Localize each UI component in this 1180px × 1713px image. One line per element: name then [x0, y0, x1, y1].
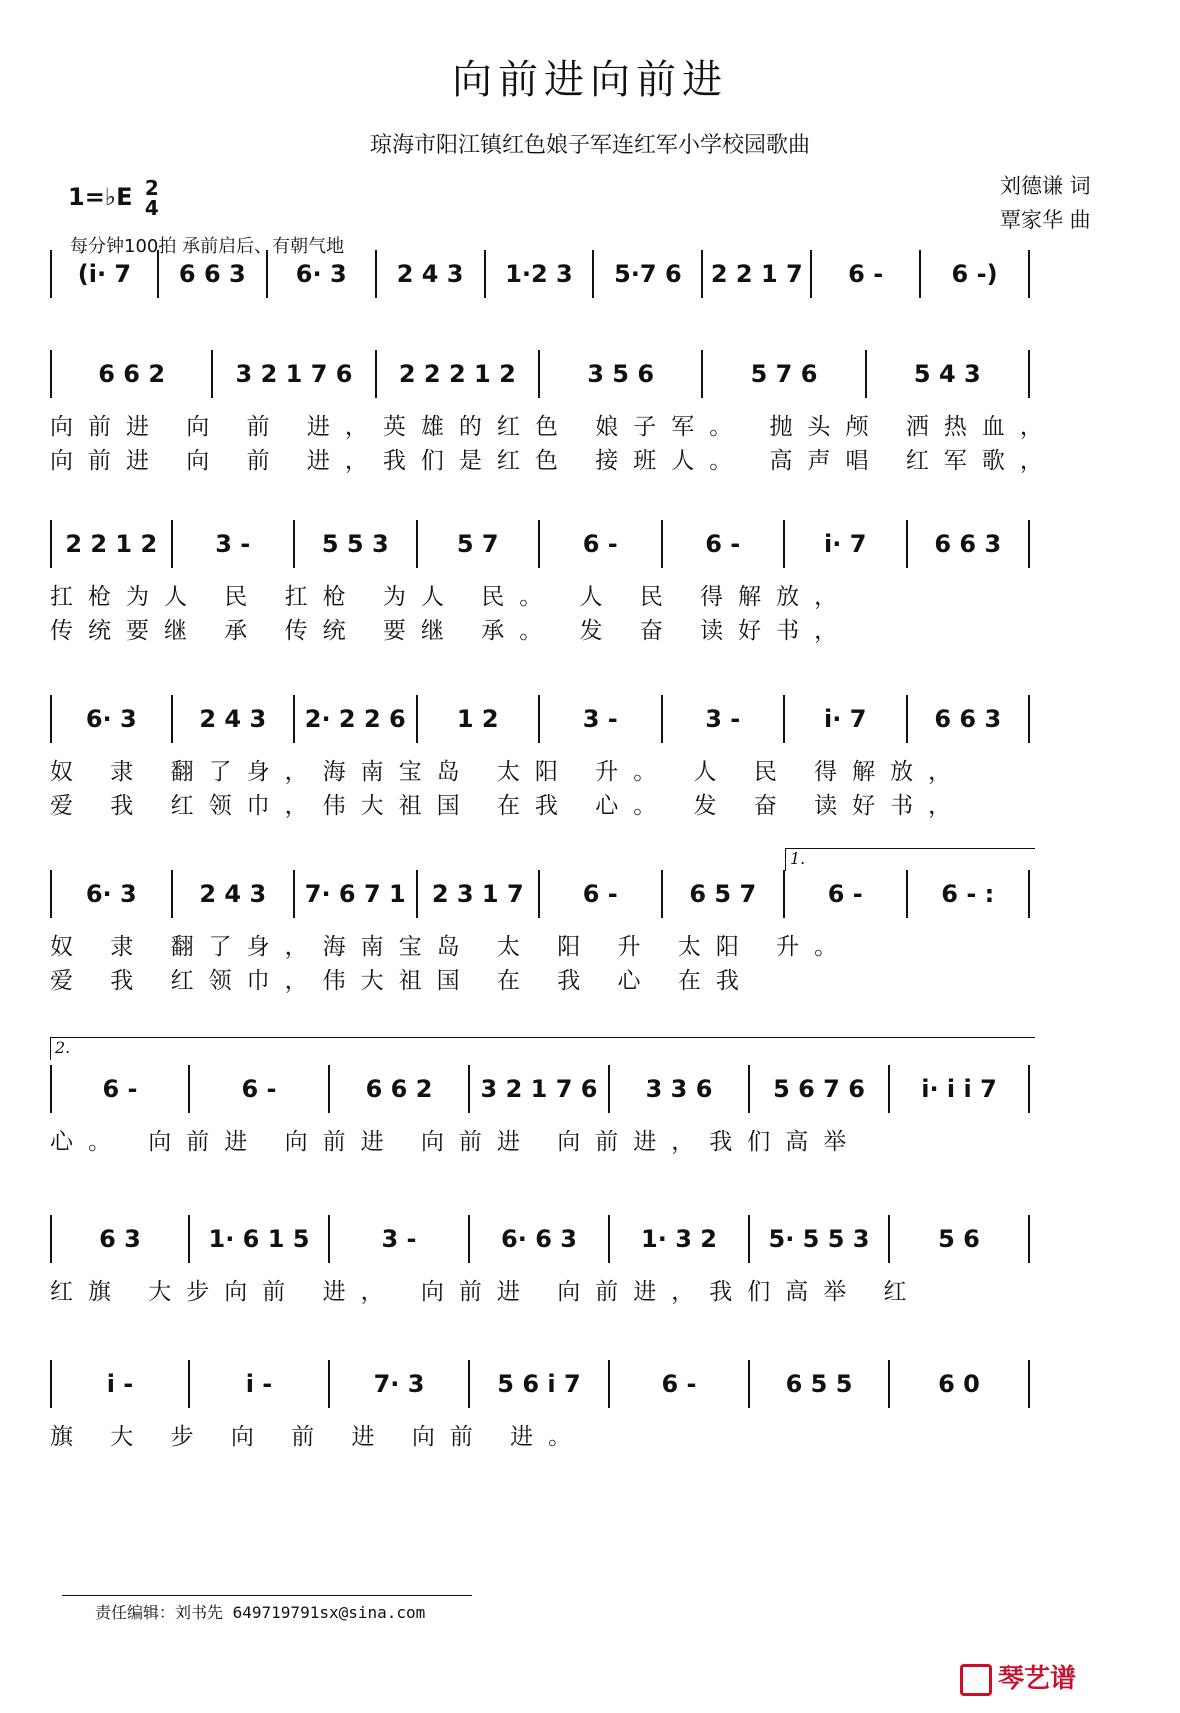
measure: 3 - — [330, 1215, 470, 1263]
time-top: 2 — [144, 176, 159, 200]
measure: 6· 6 3 — [470, 1215, 610, 1263]
score-row — [50, 1038, 1130, 1155]
measure: 6 -) — [921, 250, 1030, 298]
measure: 3 - — [663, 695, 786, 743]
notes-line — [50, 250, 1130, 300]
measure: 6· 3 — [50, 695, 173, 743]
measure: 1· 6 1 5 — [190, 1215, 330, 1263]
lyrics-line: 旗 大 步 向 前 进 向前 进。 — [50, 1424, 587, 1450]
measure: 6 0 — [890, 1360, 1030, 1408]
lyrics-line: 红旗 大步向前 进， 向前进 向前进，我们高举 红 — [50, 1279, 922, 1305]
measure: 1·2 3 — [486, 250, 595, 298]
lyrics-line: 向前进 向 前 进，我们是红色 接班人。 高声唱 红军歌， — [50, 448, 1058, 474]
measure: 5 7 6 — [703, 350, 866, 398]
measure: 2 2 1 2 — [50, 520, 173, 568]
song-subtitle: 琼海市阳江镇红色娘子军连红军小学校园歌曲 — [369, 133, 810, 158]
measure: 7· 6 7 1 — [295, 870, 418, 918]
measure: 2 4 3 — [173, 695, 296, 743]
measure: 2 2 1 7 — [703, 250, 812, 298]
measure: 5 6 7 6 — [750, 1065, 890, 1113]
footer-divider — [62, 1595, 472, 1596]
lyrics-line: 扛枪为人 民 扛枪 为人 民。 人 民 得解放， — [50, 584, 853, 610]
measure: 6· 3 — [50, 870, 173, 918]
measure: 6 - — [812, 250, 921, 298]
measure: i - — [190, 1360, 330, 1408]
lyrics-line: 爱 我 红领巾，伟大祖国 在我 心。 发 奋 读好书， — [50, 793, 967, 819]
measure: 6 6 3 — [908, 695, 1031, 743]
score-row — [50, 1215, 1130, 1305]
site-logo — [960, 1658, 1076, 1696]
measure: (i· 7 — [50, 250, 159, 298]
measure: i· i i 7 — [890, 1065, 1030, 1113]
measure: 1· 3 2 — [610, 1215, 750, 1263]
measure: i - — [50, 1360, 190, 1408]
measure: 6 5 5 — [750, 1360, 890, 1408]
measure: 2 3 1 7 — [418, 870, 541, 918]
notes-line — [50, 350, 1130, 400]
measure: 3 3 6 — [610, 1065, 750, 1113]
lyricist-credit: 刘德谦 词 — [1000, 174, 1091, 198]
composer-credit: 覃家华 曲 — [1000, 208, 1091, 232]
measure: i· 7 — [785, 520, 908, 568]
logo-text: 琴艺谱 — [998, 1664, 1077, 1694]
measure: 6· 3 — [268, 250, 377, 298]
volta-bracket: 1. — [785, 848, 1035, 871]
notes-line — [50, 1215, 1130, 1265]
measure: 6 - — [785, 870, 908, 918]
measure: 2 2 2 1 2 — [377, 350, 540, 398]
notes-line — [50, 695, 1130, 745]
measure: 5 6 — [890, 1215, 1030, 1263]
measure: i· 7 — [785, 695, 908, 743]
measure: 6 - — [50, 1065, 190, 1113]
key-signature — [68, 178, 159, 218]
measure: 5 6 i 7 — [470, 1360, 610, 1408]
lyrics-line: 向前进 向 前 进，英雄的红色 娘子军。 抛头颅 洒热血， — [50, 414, 1058, 440]
score-row — [50, 695, 1130, 819]
measure: 1 2 — [418, 695, 541, 743]
measure: 3 5 6 — [540, 350, 703, 398]
measure: 2 4 3 — [173, 870, 296, 918]
lyrics-line: 爱 我 红领巾，伟大祖国 在 我 心 在我 — [50, 968, 754, 994]
measure: 3 - — [173, 520, 296, 568]
notes-line — [50, 520, 1130, 570]
notes-line — [50, 870, 1130, 920]
editor-credit: 责任编辑：刘书先 649719791sx@sina.com — [95, 1603, 426, 1622]
logo-icon — [960, 1664, 992, 1696]
measure: 3 2 1 7 6 — [470, 1065, 610, 1113]
tempo-marking: 每分钟100拍 承前启后、有朝气地 — [70, 236, 345, 257]
measure: 6 3 — [50, 1215, 190, 1263]
measure: 6 6 3 — [908, 520, 1031, 568]
measure: 5·7 6 — [594, 250, 703, 298]
measure: 2 4 3 — [377, 250, 486, 298]
song-title: 向前进向前进 — [452, 57, 728, 103]
measure: 5· 5 5 3 — [750, 1215, 890, 1263]
measure: 6 - — [540, 870, 663, 918]
score-row — [50, 849, 1130, 994]
score-row — [50, 350, 1130, 474]
measure: 5 7 — [418, 520, 541, 568]
notes-line — [50, 1360, 1130, 1410]
measure: 6 6 3 — [159, 250, 268, 298]
lyrics-line: 传统要继 承 传统 要继 承。 发 奋 读好书， — [50, 618, 853, 644]
score-row — [50, 250, 1130, 330]
score-row — [50, 1360, 1130, 1450]
measure: 6 - — [663, 520, 786, 568]
measure: 6 - — [540, 520, 663, 568]
time-signature — [145, 178, 159, 218]
time-bottom: 4 — [144, 196, 159, 220]
measure: 3 2 1 7 6 — [213, 350, 376, 398]
volta-bracket: 2. — [50, 1037, 1035, 1060]
notes-line — [50, 1065, 1130, 1115]
measure: 6 - : — [908, 870, 1031, 918]
measure: 5 4 3 — [867, 350, 1030, 398]
measure: 2· 2 2 6 — [295, 695, 418, 743]
measure: 6 5 7 — [663, 870, 786, 918]
lyrics-line: 奴 隶 翻了身，海南宝岛 太阳 升。 人 民 得解放， — [50, 759, 967, 785]
lyrics-line: 奴 隶 翻了身，海南宝岛 太 阳 升 太阳 升。 — [50, 934, 853, 960]
measure: 6 6 2 — [50, 350, 213, 398]
measure: 6 6 2 — [330, 1065, 470, 1113]
lyrics-line: 心。 向前进 向前进 向前进 向前进，我们高举 — [50, 1129, 862, 1155]
measure: 5 5 3 — [295, 520, 418, 568]
measure: 7· 3 — [330, 1360, 470, 1408]
key-label: 1=♭E — [68, 183, 133, 211]
score-row — [50, 520, 1130, 644]
measure: 6 - — [610, 1360, 750, 1408]
measure: 6 - — [190, 1065, 330, 1113]
measure: 3 - — [540, 695, 663, 743]
